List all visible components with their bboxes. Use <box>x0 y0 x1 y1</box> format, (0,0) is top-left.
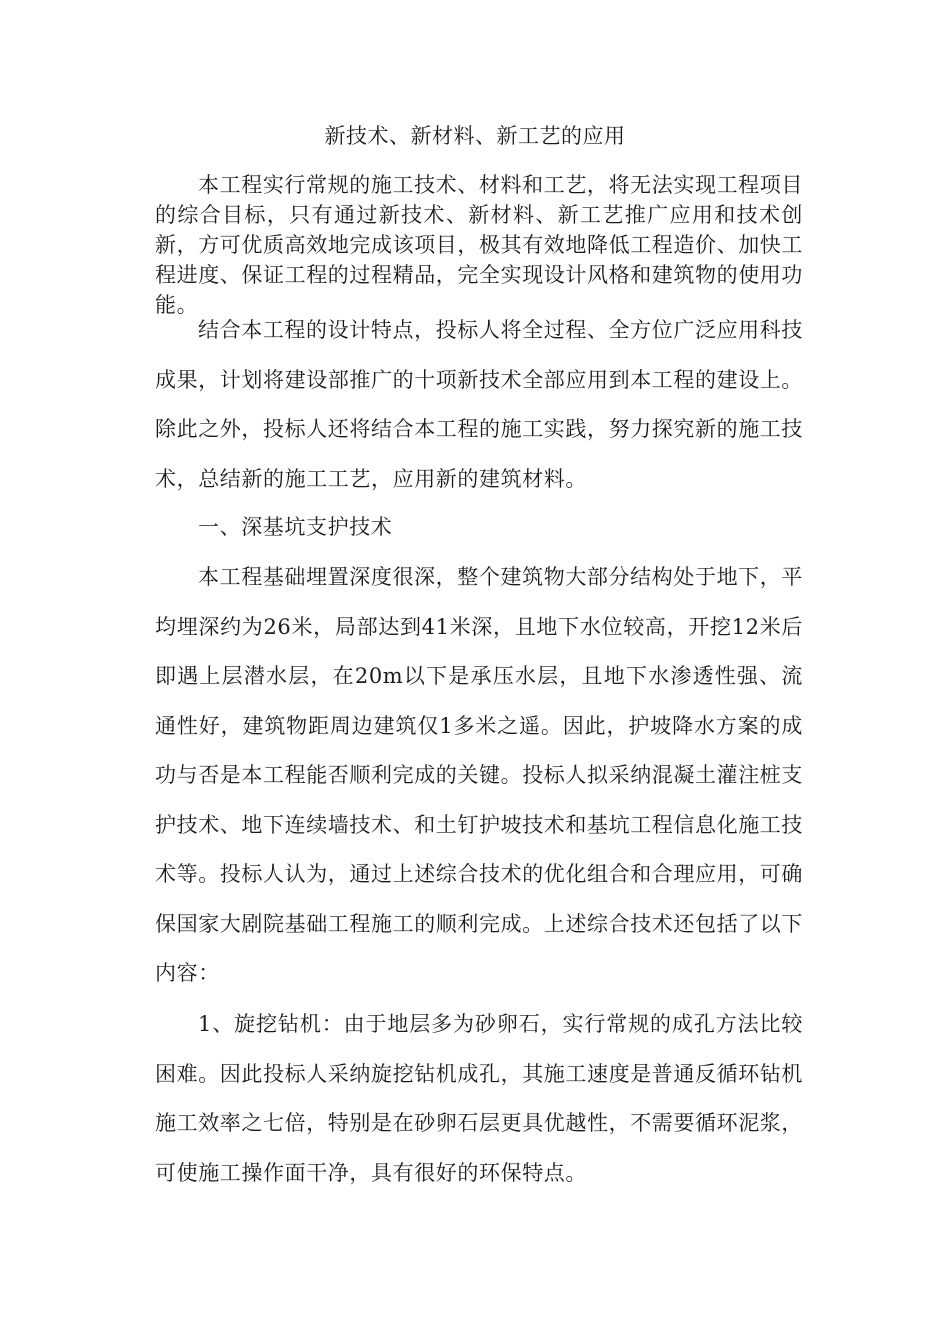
paragraph-tech-application: 结合本工程的设计特点，投标人将全过程、全方位广泛应用科技成果，计划将建设部推广的十项新技术全部应用到本工程的建设上。除此之外，投标人还将结合本工程的施工实践，努力探究新的施工技术，总结新的施工工艺，应用新的建筑材料。 <box>155 318 803 491</box>
paragraph-rotary-drill: 1、旋挖钻机：由于地层多为砂卵石，实行常规的成孔方法比较困难。因此投标人采纳旋挖钻机成孔，其施工速度是普通反循环钻机施工效率之七倍，特别是在砂卵石层更具优越性，不需要循环泥浆，可使施工操作面干净，具有很好的环保特点。 <box>155 1012 803 1185</box>
paragraph-foundation-details: 本工程基础埋置深度很深，整个建筑物大部分结构处于地下，平均埋深约为26米，局部达到41米深，且地下水位较高，开挖12米后即遇上层潜水层，在20m以下是承压水层，且地下水渗透性强、流通性好，建筑物距周边建筑仅1多米之遥。因此，护坡降水方案的成功与否是本工程能否顺利完成的关键。投标人拟采纳混凝土灌注桩支护技术、地下连续墙技术、和土钉护坡技术和基坑工程信息化施工技术等。投标人认为，通过上述综合技术的优化组合和合理应用，可确保国家大剧院基础工程施工的顺利完成。上述综合技术还包括了以下内容： <box>155 565 803 985</box>
section-heading-deep-foundation: 一、深基坑支护技术 <box>198 515 393 539</box>
document-title: 新技术、新材料、新工艺的应用 <box>324 124 626 148</box>
paragraph-intro: 本工程实行常规的施工技术、材料和工艺，将无法实现工程项目的综合目标，只有通过新技术、新材料、新工艺推广应用和技术创新，方可优质高效地完成该项目，极其有效地降低工程造价、加快工程进度、保证工程的过程精品，完全实现设计风格和建筑物的使用功能。 <box>155 173 803 317</box>
